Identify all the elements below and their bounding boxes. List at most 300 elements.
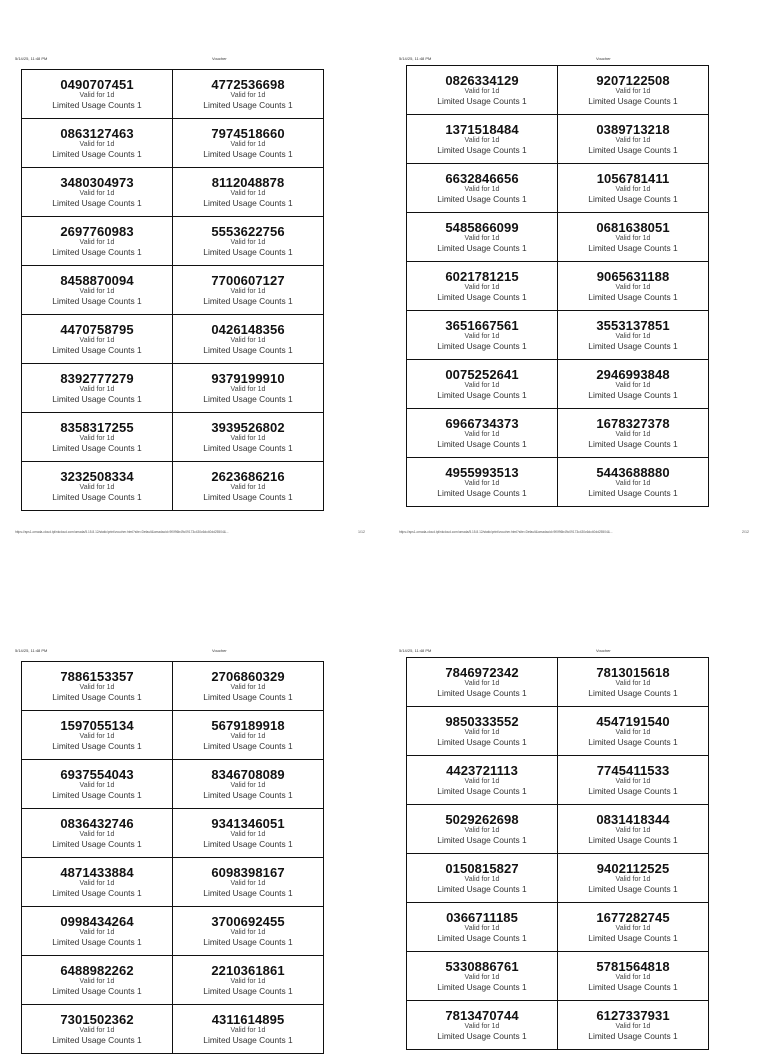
voucher-usage-limit: Limited Usage Counts 1 xyxy=(52,986,142,996)
voucher-card xyxy=(558,360,709,409)
voucher-usage-limit: Limited Usage Counts 1 xyxy=(437,439,527,449)
voucher-validity: Valid for 1d xyxy=(230,337,266,344)
voucher-card xyxy=(558,262,709,311)
voucher-code: 0490707451 xyxy=(60,77,134,92)
voucher-usage-limit: Limited Usage Counts 1 xyxy=(203,937,293,947)
voucher-code: 1371518484 xyxy=(445,122,519,137)
voucher-validity: Valid for 1d xyxy=(464,974,500,981)
voucher-card xyxy=(407,854,558,903)
voucher-validity: Valid for 1d xyxy=(79,484,115,491)
voucher-code: 0075252641 xyxy=(445,367,519,382)
voucher-code: 7745411533 xyxy=(596,763,670,778)
voucher-usage-limit: Limited Usage Counts 1 xyxy=(203,741,293,751)
voucher-code: 6098398167 xyxy=(211,865,285,880)
voucher-code: 6127337931 xyxy=(596,1008,670,1023)
voucher-row xyxy=(22,462,324,511)
voucher-row xyxy=(22,70,324,119)
voucher-validity: Valid for 1d xyxy=(464,137,500,144)
voucher-usage-limit: Limited Usage Counts 1 xyxy=(437,243,527,253)
voucher-usage-limit: Limited Usage Counts 1 xyxy=(588,835,678,845)
voucher-card xyxy=(173,315,324,364)
voucher-validity: Valid for 1d xyxy=(230,733,266,740)
voucher-row xyxy=(407,952,709,1001)
voucher-card xyxy=(558,164,709,213)
voucher-card xyxy=(22,266,173,315)
voucher-card xyxy=(173,217,324,266)
voucher-table xyxy=(21,69,324,511)
voucher-validity: Valid for 1d xyxy=(615,333,651,340)
voucher-usage-limit: Limited Usage Counts 1 xyxy=(203,443,293,453)
voucher-card xyxy=(22,1005,173,1054)
voucher-card xyxy=(22,364,173,413)
voucher-validity: Valid for 1d xyxy=(79,435,115,442)
voucher-usage-limit: Limited Usage Counts 1 xyxy=(437,688,527,698)
voucher-card xyxy=(173,907,324,956)
voucher-validity: Valid for 1d xyxy=(79,733,115,740)
voucher-code: 7301502362 xyxy=(60,1012,134,1027)
voucher-card xyxy=(22,760,173,809)
voucher-usage-limit: Limited Usage Counts 1 xyxy=(588,96,678,106)
voucher-card xyxy=(407,658,558,707)
voucher-code: 0831418344 xyxy=(596,812,670,827)
voucher-validity: Valid for 1d xyxy=(615,137,651,144)
voucher-row xyxy=(407,66,709,115)
voucher-card xyxy=(558,854,709,903)
voucher-usage-limit: Limited Usage Counts 1 xyxy=(588,341,678,351)
voucher-usage-limit: Limited Usage Counts 1 xyxy=(588,688,678,698)
voucher-code: 6488982262 xyxy=(60,963,134,978)
voucher-usage-limit: Limited Usage Counts 1 xyxy=(588,884,678,894)
voucher-usage-limit: Limited Usage Counts 1 xyxy=(203,888,293,898)
voucher-code: 8392777279 xyxy=(60,371,134,386)
voucher-usage-limit: Limited Usage Counts 1 xyxy=(588,737,678,747)
voucher-row xyxy=(407,658,709,707)
voucher-row xyxy=(407,903,709,952)
voucher-card xyxy=(22,315,173,364)
voucher-row xyxy=(407,756,709,805)
footer-page-number: 2/12 xyxy=(742,530,749,534)
voucher-validity: Valid for 1d xyxy=(79,978,115,985)
voucher-code: 8346708089 xyxy=(211,767,285,782)
voucher-usage-limit: Limited Usage Counts 1 xyxy=(588,292,678,302)
voucher-code: 3232508334 xyxy=(60,469,134,484)
voucher-validity: Valid for 1d xyxy=(615,1023,651,1030)
voucher-card xyxy=(22,809,173,858)
voucher-card xyxy=(558,409,709,458)
voucher-validity: Valid for 1d xyxy=(230,782,266,789)
voucher-card xyxy=(173,266,324,315)
voucher-code: 6632846656 xyxy=(445,171,519,186)
voucher-row xyxy=(407,805,709,854)
header-title: Voucher xyxy=(596,56,611,61)
voucher-usage-limit: Limited Usage Counts 1 xyxy=(203,839,293,849)
voucher-usage-limit: Limited Usage Counts 1 xyxy=(52,198,142,208)
voucher-card xyxy=(407,66,558,115)
voucher-usage-limit: Limited Usage Counts 1 xyxy=(52,888,142,898)
voucher-card xyxy=(407,805,558,854)
voucher-usage-limit: Limited Usage Counts 1 xyxy=(203,247,293,257)
voucher-card xyxy=(173,168,324,217)
voucher-row xyxy=(407,262,709,311)
voucher-validity: Valid for 1d xyxy=(79,684,115,691)
voucher-row xyxy=(407,311,709,360)
voucher-code: 6937554043 xyxy=(60,767,134,782)
voucher-usage-limit: Limited Usage Counts 1 xyxy=(437,341,527,351)
voucher-card xyxy=(407,707,558,756)
voucher-card xyxy=(173,364,324,413)
voucher-usage-limit: Limited Usage Counts 1 xyxy=(588,933,678,943)
voucher-usage-limit: Limited Usage Counts 1 xyxy=(588,194,678,204)
voucher-code: 0836432746 xyxy=(60,816,134,831)
header-date: 5/14/25, 11:48 PM xyxy=(399,56,432,61)
voucher-card xyxy=(173,956,324,1005)
voucher-card xyxy=(173,858,324,907)
print-page xyxy=(0,0,384,592)
voucher-row xyxy=(22,217,324,266)
voucher-usage-limit: Limited Usage Counts 1 xyxy=(52,937,142,947)
voucher-usage-limit: Limited Usage Counts 1 xyxy=(203,149,293,159)
voucher-code: 2706860329 xyxy=(211,669,285,684)
voucher-card xyxy=(22,662,173,711)
voucher-code: 5679189918 xyxy=(211,718,285,733)
print-page xyxy=(384,592,768,1041)
voucher-code: 2210361861 xyxy=(211,963,285,978)
voucher-validity: Valid for 1d xyxy=(615,876,651,883)
voucher-code: 0389713218 xyxy=(596,122,670,137)
voucher-usage-limit: Limited Usage Counts 1 xyxy=(52,692,142,702)
voucher-validity: Valid for 1d xyxy=(464,284,500,291)
voucher-usage-limit: Limited Usage Counts 1 xyxy=(437,488,527,498)
voucher-validity: Valid for 1d xyxy=(464,827,500,834)
voucher-card xyxy=(173,462,324,511)
footer-url: https://aps1-omada-cloud.tplinkcloud.com/omada/5.15.8.12/static/print/voucher.html?site=Default&omadacid=9f0f96b49c09173c430c6dc40dd25504&... xyxy=(15,530,229,534)
voucher-row xyxy=(407,213,709,262)
voucher-code: 0366711185 xyxy=(446,910,518,925)
voucher-validity: Valid for 1d xyxy=(79,92,115,99)
print-page xyxy=(0,592,384,1045)
voucher-card xyxy=(22,462,173,511)
footer-url: https://aps1-omada-cloud.tplinkcloud.com/omada/5.15.8.12/static/print/voucher.html?site=Default&omadacid=9f0f96b49c09173c430c6dc40dd25504&... xyxy=(399,530,613,534)
voucher-card xyxy=(22,413,173,462)
voucher-code: 7974518660 xyxy=(211,126,285,141)
voucher-table xyxy=(406,65,709,507)
voucher-code: 3553137851 xyxy=(596,318,670,333)
voucher-validity: Valid for 1d xyxy=(464,235,500,242)
voucher-usage-limit: Limited Usage Counts 1 xyxy=(588,439,678,449)
voucher-code: 9402112525 xyxy=(596,861,670,876)
voucher-code: 4423721113 xyxy=(446,763,518,778)
voucher-validity: Valid for 1d xyxy=(615,382,651,389)
voucher-card xyxy=(22,70,173,119)
voucher-validity: Valid for 1d xyxy=(615,778,651,785)
voucher-validity: Valid for 1d xyxy=(464,186,500,193)
voucher-card xyxy=(407,360,558,409)
voucher-card xyxy=(173,413,324,462)
voucher-code: 3700692455 xyxy=(211,914,285,929)
voucher-code: 7886153357 xyxy=(60,669,134,684)
voucher-row xyxy=(407,707,709,756)
voucher-usage-limit: Limited Usage Counts 1 xyxy=(437,1031,527,1041)
voucher-code: 0426148356 xyxy=(211,322,285,337)
voucher-card xyxy=(173,711,324,760)
voucher-usage-limit: Limited Usage Counts 1 xyxy=(52,492,142,502)
voucher-code: 0681638051 xyxy=(596,220,670,235)
voucher-code: 1677282745 xyxy=(596,910,670,925)
header-title: Voucher xyxy=(596,648,611,653)
voucher-code: 2623686216 xyxy=(211,469,285,484)
voucher-code: 9379199910 xyxy=(211,371,285,386)
voucher-code: 2697760983 xyxy=(60,224,134,239)
voucher-code: 3939526802 xyxy=(211,420,285,435)
voucher-code: 9850333552 xyxy=(445,714,519,729)
voucher-code: 7700607127 xyxy=(211,273,285,288)
voucher-usage-limit: Limited Usage Counts 1 xyxy=(203,492,293,502)
voucher-validity: Valid for 1d xyxy=(615,480,651,487)
voucher-row xyxy=(22,711,324,760)
voucher-usage-limit: Limited Usage Counts 1 xyxy=(437,96,527,106)
voucher-validity: Valid for 1d xyxy=(230,435,266,442)
voucher-usage-limit: Limited Usage Counts 1 xyxy=(588,145,678,155)
voucher-card xyxy=(173,119,324,168)
voucher-usage-limit: Limited Usage Counts 1 xyxy=(52,100,142,110)
header-date: 5/14/25, 11:48 PM xyxy=(15,648,48,653)
voucher-code: 3480304973 xyxy=(60,175,134,190)
voucher-table xyxy=(21,661,324,1054)
voucher-code: 4871433884 xyxy=(60,865,134,880)
voucher-usage-limit: Limited Usage Counts 1 xyxy=(52,443,142,453)
voucher-usage-limit: Limited Usage Counts 1 xyxy=(52,296,142,306)
voucher-code: 5443688880 xyxy=(596,465,670,480)
voucher-validity: Valid for 1d xyxy=(464,333,500,340)
voucher-code: 0863127463 xyxy=(60,126,134,141)
voucher-code: 5485866099 xyxy=(445,220,519,235)
voucher-row xyxy=(22,956,324,1005)
voucher-card xyxy=(558,707,709,756)
voucher-card xyxy=(173,662,324,711)
voucher-code: 5029262698 xyxy=(445,812,519,827)
voucher-validity: Valid for 1d xyxy=(464,382,500,389)
voucher-card xyxy=(407,311,558,360)
voucher-usage-limit: Limited Usage Counts 1 xyxy=(203,296,293,306)
voucher-validity: Valid for 1d xyxy=(464,1023,500,1030)
voucher-code: 0150815827 xyxy=(445,861,519,876)
voucher-usage-limit: Limited Usage Counts 1 xyxy=(437,145,527,155)
voucher-row xyxy=(22,809,324,858)
voucher-validity: Valid for 1d xyxy=(464,431,500,438)
voucher-card xyxy=(407,115,558,164)
voucher-card xyxy=(22,217,173,266)
header-date: 5/14/25, 11:48 PM xyxy=(399,648,432,653)
voucher-row xyxy=(22,1005,324,1054)
voucher-code: 9065631188 xyxy=(596,269,670,284)
voucher-validity: Valid for 1d xyxy=(230,92,266,99)
voucher-code: 5781564818 xyxy=(596,959,670,974)
voucher-card xyxy=(407,903,558,952)
voucher-code: 4547191540 xyxy=(596,714,670,729)
voucher-validity: Valid for 1d xyxy=(230,288,266,295)
voucher-card xyxy=(173,760,324,809)
voucher-usage-limit: Limited Usage Counts 1 xyxy=(588,982,678,992)
voucher-usage-limit: Limited Usage Counts 1 xyxy=(203,100,293,110)
header-title: Voucher xyxy=(212,56,227,61)
voucher-card xyxy=(558,658,709,707)
print-page xyxy=(384,0,768,592)
voucher-usage-limit: Limited Usage Counts 1 xyxy=(588,488,678,498)
voucher-card xyxy=(558,66,709,115)
voucher-card xyxy=(407,1001,558,1050)
voucher-code: 3651667561 xyxy=(445,318,519,333)
voucher-validity: Valid for 1d xyxy=(230,978,266,985)
voucher-usage-limit: Limited Usage Counts 1 xyxy=(52,839,142,849)
voucher-validity: Valid for 1d xyxy=(79,831,115,838)
voucher-card xyxy=(22,119,173,168)
voucher-validity: Valid for 1d xyxy=(615,235,651,242)
header-date: 5/14/25, 11:48 PM xyxy=(15,56,48,61)
voucher-card xyxy=(407,756,558,805)
voucher-code: 2946993848 xyxy=(596,367,670,382)
voucher-row xyxy=(22,119,324,168)
voucher-usage-limit: Limited Usage Counts 1 xyxy=(52,1035,142,1045)
voucher-row xyxy=(407,360,709,409)
voucher-row xyxy=(22,907,324,956)
voucher-validity: Valid for 1d xyxy=(615,88,651,95)
voucher-usage-limit: Limited Usage Counts 1 xyxy=(52,741,142,751)
voucher-card xyxy=(22,711,173,760)
voucher-row xyxy=(22,413,324,462)
voucher-usage-limit: Limited Usage Counts 1 xyxy=(203,394,293,404)
voucher-table xyxy=(406,657,709,1050)
voucher-row xyxy=(22,168,324,217)
voucher-validity: Valid for 1d xyxy=(79,929,115,936)
voucher-code: 5330886761 xyxy=(445,959,519,974)
voucher-usage-limit: Limited Usage Counts 1 xyxy=(203,1035,293,1045)
voucher-usage-limit: Limited Usage Counts 1 xyxy=(437,884,527,894)
voucher-code: 4311614895 xyxy=(211,1012,285,1027)
voucher-validity: Valid for 1d xyxy=(615,284,651,291)
header-title: Voucher xyxy=(212,648,227,653)
voucher-card xyxy=(22,956,173,1005)
voucher-row xyxy=(407,854,709,903)
voucher-code: 4955993513 xyxy=(445,465,519,480)
voucher-validity: Valid for 1d xyxy=(79,141,115,148)
voucher-validity: Valid for 1d xyxy=(230,1027,266,1034)
voucher-card xyxy=(558,213,709,262)
voucher-card xyxy=(22,907,173,956)
voucher-code: 8112048878 xyxy=(211,175,285,190)
voucher-validity: Valid for 1d xyxy=(230,484,266,491)
voucher-row xyxy=(407,1001,709,1050)
voucher-row xyxy=(407,458,709,507)
voucher-usage-limit: Limited Usage Counts 1 xyxy=(437,737,527,747)
voucher-code: 9341346051 xyxy=(211,816,285,831)
voucher-usage-limit: Limited Usage Counts 1 xyxy=(437,982,527,992)
voucher-card xyxy=(558,311,709,360)
voucher-card xyxy=(22,858,173,907)
voucher-validity: Valid for 1d xyxy=(230,141,266,148)
voucher-code: 6021781215 xyxy=(445,269,519,284)
voucher-card xyxy=(22,168,173,217)
voucher-card xyxy=(558,458,709,507)
voucher-validity: Valid for 1d xyxy=(615,827,651,834)
voucher-usage-limit: Limited Usage Counts 1 xyxy=(437,835,527,845)
voucher-validity: Valid for 1d xyxy=(464,680,500,687)
voucher-row xyxy=(22,315,324,364)
voucher-row xyxy=(407,409,709,458)
footer-page-number: 1/12 xyxy=(358,530,365,534)
voucher-card xyxy=(173,1005,324,1054)
voucher-validity: Valid for 1d xyxy=(230,684,266,691)
voucher-usage-limit: Limited Usage Counts 1 xyxy=(437,390,527,400)
voucher-validity: Valid for 1d xyxy=(615,729,651,736)
voucher-card xyxy=(407,213,558,262)
voucher-code: 7846972342 xyxy=(445,665,519,680)
voucher-validity: Valid for 1d xyxy=(464,480,500,487)
voucher-card xyxy=(173,809,324,858)
voucher-card xyxy=(407,409,558,458)
voucher-usage-limit: Limited Usage Counts 1 xyxy=(203,986,293,996)
voucher-validity: Valid for 1d xyxy=(79,190,115,197)
voucher-validity: Valid for 1d xyxy=(79,288,115,295)
voucher-card xyxy=(173,70,324,119)
voucher-usage-limit: Limited Usage Counts 1 xyxy=(588,390,678,400)
voucher-code: 5553622756 xyxy=(211,224,285,239)
voucher-validity: Valid for 1d xyxy=(615,974,651,981)
voucher-row xyxy=(407,115,709,164)
voucher-validity: Valid for 1d xyxy=(464,778,500,785)
voucher-card xyxy=(558,903,709,952)
voucher-code: 8458870094 xyxy=(60,273,134,288)
voucher-card xyxy=(558,756,709,805)
voucher-card xyxy=(407,458,558,507)
voucher-card xyxy=(407,164,558,213)
voucher-usage-limit: Limited Usage Counts 1 xyxy=(437,194,527,204)
voucher-validity: Valid for 1d xyxy=(79,782,115,789)
voucher-validity: Valid for 1d xyxy=(79,337,115,344)
voucher-code: 0998434264 xyxy=(60,914,134,929)
voucher-validity: Valid for 1d xyxy=(615,925,651,932)
voucher-code: 7813015618 xyxy=(596,665,670,680)
voucher-usage-limit: Limited Usage Counts 1 xyxy=(203,692,293,702)
voucher-validity: Valid for 1d xyxy=(79,386,115,393)
voucher-validity: Valid for 1d xyxy=(79,1027,115,1034)
voucher-usage-limit: Limited Usage Counts 1 xyxy=(52,790,142,800)
voucher-validity: Valid for 1d xyxy=(79,239,115,246)
voucher-code: 1678327378 xyxy=(596,416,670,431)
voucher-code: 4470758795 xyxy=(60,322,134,337)
voucher-usage-limit: Limited Usage Counts 1 xyxy=(52,247,142,257)
voucher-validity: Valid for 1d xyxy=(615,186,651,193)
voucher-validity: Valid for 1d xyxy=(230,831,266,838)
voucher-validity: Valid for 1d xyxy=(464,88,500,95)
voucher-code: 4772536698 xyxy=(211,77,285,92)
voucher-code: 6966734373 xyxy=(445,416,519,431)
voucher-validity: Valid for 1d xyxy=(79,880,115,887)
voucher-code: 0826334129 xyxy=(445,73,519,88)
voucher-card xyxy=(407,952,558,1001)
voucher-card xyxy=(558,805,709,854)
voucher-usage-limit: Limited Usage Counts 1 xyxy=(437,292,527,302)
voucher-validity: Valid for 1d xyxy=(230,386,266,393)
voucher-validity: Valid for 1d xyxy=(230,190,266,197)
voucher-validity: Valid for 1d xyxy=(230,880,266,887)
voucher-code: 7813470744 xyxy=(445,1008,519,1023)
voucher-row xyxy=(22,364,324,413)
voucher-usage-limit: Limited Usage Counts 1 xyxy=(52,394,142,404)
voucher-usage-limit: Limited Usage Counts 1 xyxy=(203,790,293,800)
voucher-card xyxy=(407,262,558,311)
voucher-usage-limit: Limited Usage Counts 1 xyxy=(203,345,293,355)
voucher-usage-limit: Limited Usage Counts 1 xyxy=(588,1031,678,1041)
